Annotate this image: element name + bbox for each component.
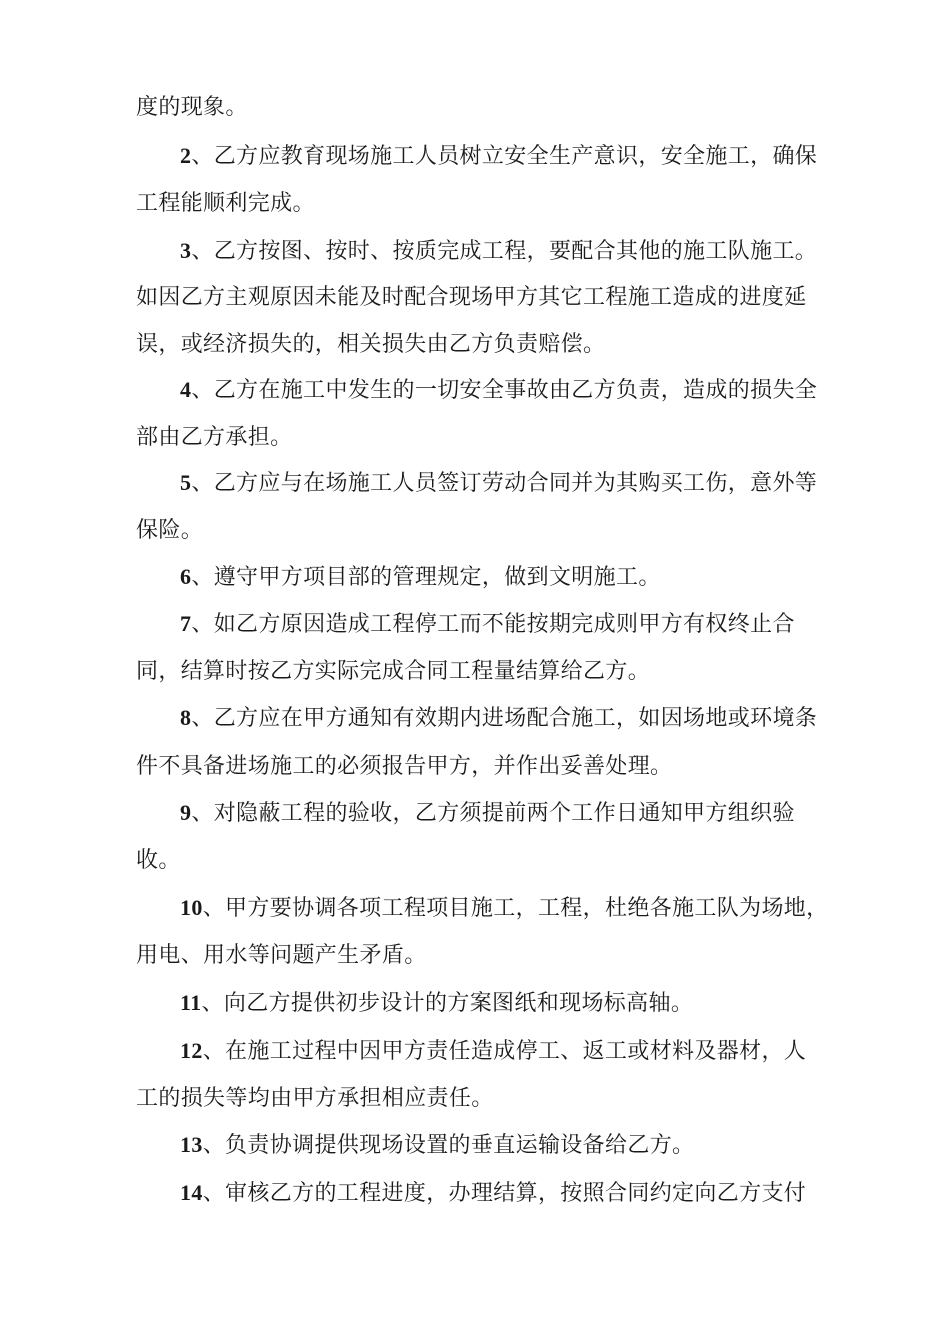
text-line xyxy=(180,798,795,829)
text-line xyxy=(180,1036,806,1067)
line-text: 用电、用水等问题产生矛盾。 xyxy=(136,943,427,968)
text-line xyxy=(180,375,817,406)
line-text: 、遵守甲方项目部的管理规定，做到文明施工。 xyxy=(191,565,661,590)
text-line xyxy=(136,92,248,123)
text-line xyxy=(180,609,795,640)
text-line xyxy=(136,940,427,971)
clause-number: 14 xyxy=(180,1180,203,1205)
text-line xyxy=(136,282,807,313)
text-line xyxy=(180,703,817,734)
text-line xyxy=(136,515,203,546)
line-text: 、乙方应与在场施工人员签订劳动合同并为其购买工伤，意外等 xyxy=(191,471,818,496)
text-line xyxy=(180,893,829,924)
text-line xyxy=(136,422,292,453)
clause-number: 9 xyxy=(180,800,192,825)
text-line xyxy=(180,988,693,1019)
line-text: 、甲方要协调各项工程项目施工，工程，杜绝各施工队为场地， xyxy=(202,896,829,921)
text-line xyxy=(136,329,605,360)
line-text: 、审核乙方的工程进度，办理结算，按照合同约定向乙方支付 xyxy=(202,1181,807,1206)
text-line xyxy=(180,1130,694,1161)
clause-number: 11 xyxy=(180,990,202,1015)
line-text: 、乙方在施工中发生的一切安全事故由乙方负责，造成的损失全 xyxy=(191,378,818,403)
clause-number: 6 xyxy=(180,564,192,589)
text-line xyxy=(136,751,672,782)
text-line xyxy=(180,1178,806,1209)
text-line xyxy=(180,562,661,593)
clause-number: 2 xyxy=(180,143,192,168)
line-text: 工的损失等均由甲方承担相应责任。 xyxy=(136,1086,494,1111)
text-line xyxy=(180,236,817,267)
clause-number: 13 xyxy=(180,1132,203,1157)
line-text: 保险。 xyxy=(136,518,204,543)
line-text: 工程能顺利完成。 xyxy=(136,191,315,216)
line-text: 、如乙方原因造成工程停工而不能按期完成则甲方有权终止合 xyxy=(191,612,795,637)
line-text: 部由乙方承担。 xyxy=(136,425,293,450)
clause-number: 8 xyxy=(180,705,192,730)
line-text: 收。 xyxy=(136,848,181,873)
clause-number: 5 xyxy=(180,470,192,495)
text-line xyxy=(136,188,315,219)
line-text: 、乙方应教育现场施工人员树立安全生产意识，安全施工，确保 xyxy=(191,144,818,169)
text-line xyxy=(136,845,181,876)
line-text: 、负责协调提供现场设置的垂直运输设备给乙方。 xyxy=(202,1133,695,1158)
clause-number: 4 xyxy=(180,377,192,402)
line-text: 、乙方按图、按时、按质完成工程，要配合其他的施工队施工。 xyxy=(191,239,818,264)
line-text: 件不具备进场施工的必须报告甲方，并作出妥善处理。 xyxy=(136,754,673,779)
line-text: 、向乙方提供初步设计的方案图纸和现场标高轴。 xyxy=(201,991,694,1016)
text-line xyxy=(180,468,817,499)
clause-number: 7 xyxy=(180,611,192,636)
clause-number: 3 xyxy=(180,238,192,263)
clause-number: 12 xyxy=(180,1038,203,1063)
line-text: 、在施工过程中因甲方责任造成停工、返工或材料及器材，人 xyxy=(202,1039,807,1064)
line-text: 同，结算时按乙方实际完成合同工程量结算给乙方。 xyxy=(136,659,651,684)
line-text: 如因乙方主观原因未能及时配合现场甲方其它工程施工造成的进度延 xyxy=(136,285,807,310)
text-line xyxy=(136,1083,494,1114)
text-line xyxy=(136,656,650,687)
line-text: 、对隐蔽工程的验收，乙方须提前两个工作日通知甲方组织验 xyxy=(191,801,795,826)
clause-number: 10 xyxy=(180,895,203,920)
line-text: 误，或经济损失的，相关损失由乙方负责赔偿。 xyxy=(136,332,606,357)
line-text: 、乙方应在甲方通知有效期内进场配合施工，如因场地或环境条 xyxy=(191,706,818,731)
line-text: 度的现象。 xyxy=(136,95,248,120)
text-line xyxy=(180,141,817,172)
